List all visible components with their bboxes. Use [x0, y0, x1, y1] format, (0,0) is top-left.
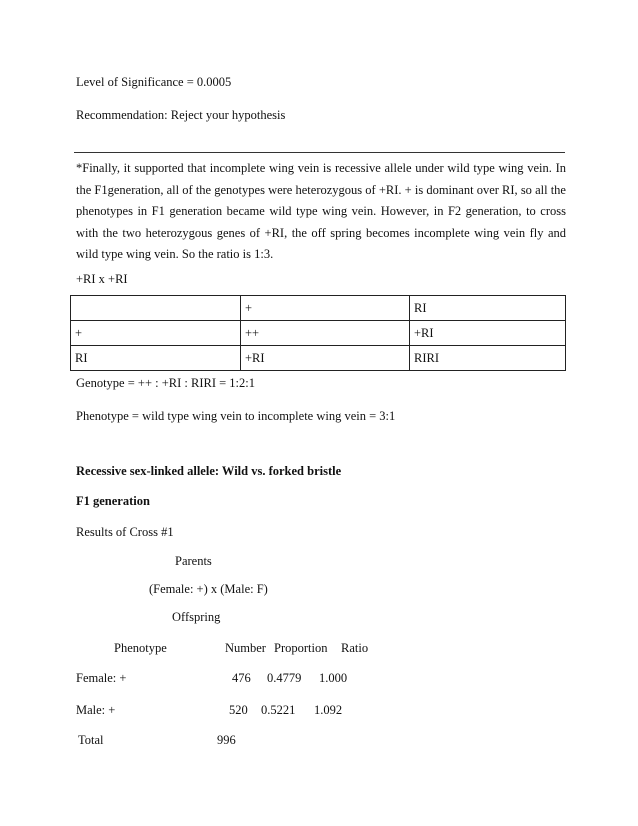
offspring-label: Offspring	[172, 610, 221, 624]
f1-title: F1 generation	[76, 494, 150, 508]
row-male-label: Male: +	[76, 703, 116, 717]
row-male-ratio: 1.092	[314, 703, 343, 717]
table-cell: RI	[71, 346, 241, 371]
genotype-ratio: Genotype = ++ : +RI : RIRI = 1:2:1	[76, 376, 255, 390]
parents-cross: (Female: +) x (Male: F)	[149, 582, 268, 596]
table-cell: RIRI	[410, 346, 566, 371]
header-proportion: Proportion	[274, 641, 328, 655]
row-total-number: 996	[217, 733, 236, 747]
table-cell: ++	[241, 321, 410, 346]
row-female-label: Female: +	[76, 671, 127, 685]
table-row	[71, 296, 566, 321]
header-phenotype: Phenotype	[114, 641, 167, 655]
row-male-proportion: 0.5221	[261, 703, 296, 717]
table-cell: +RI	[241, 346, 410, 371]
table-row	[71, 346, 566, 371]
horizontal-rule	[74, 152, 565, 153]
table-cell: +RI	[410, 321, 566, 346]
results-label: Results of Cross #1	[76, 525, 174, 539]
row-total-label: Total	[78, 733, 104, 747]
row-female-proportion: 0.4779	[267, 671, 302, 685]
table-cell	[71, 296, 241, 321]
table-cell: RI	[410, 296, 566, 321]
cross-label: +RI x +RI	[76, 272, 128, 286]
recommendation-line: Recommendation: Reject your hypothesis	[76, 108, 286, 122]
significance-line: Level of Significance = 0.0005	[76, 75, 232, 89]
header-ratio: Ratio	[341, 641, 369, 655]
conclusion-paragraph: *Finally, it supported that incomplete wing vein is recessive allele under wild type wing vein. In the F1generation, all of the genotypes were heterozygous of +RI. + is dominant over RI, so all the phenotypes in F1 generation became wild type wing vein. However, in F2 generation, to cross with the two heterozygous genes of +RI, the off spring becomes incomplete wing vein fly and wild type wing vein. So the ratio is 1:3.	[76, 161, 566, 261]
row-female-number: 476	[232, 671, 251, 685]
table-cell: +	[71, 321, 241, 346]
row-female-ratio: 1.000	[319, 671, 348, 685]
punnett-square	[70, 295, 566, 371]
section-title: Recessive sex-linked allele: Wild vs. forked bristle	[76, 464, 342, 478]
table-row	[71, 321, 566, 346]
phenotype-ratio: Phenotype = wild type wing vein to incomplete wing vein = 3:1	[76, 409, 396, 423]
row-male-number: 520	[229, 703, 248, 717]
parents-label: Parents	[175, 554, 212, 568]
table-cell: +	[241, 296, 410, 321]
header-number: Number	[225, 641, 266, 655]
